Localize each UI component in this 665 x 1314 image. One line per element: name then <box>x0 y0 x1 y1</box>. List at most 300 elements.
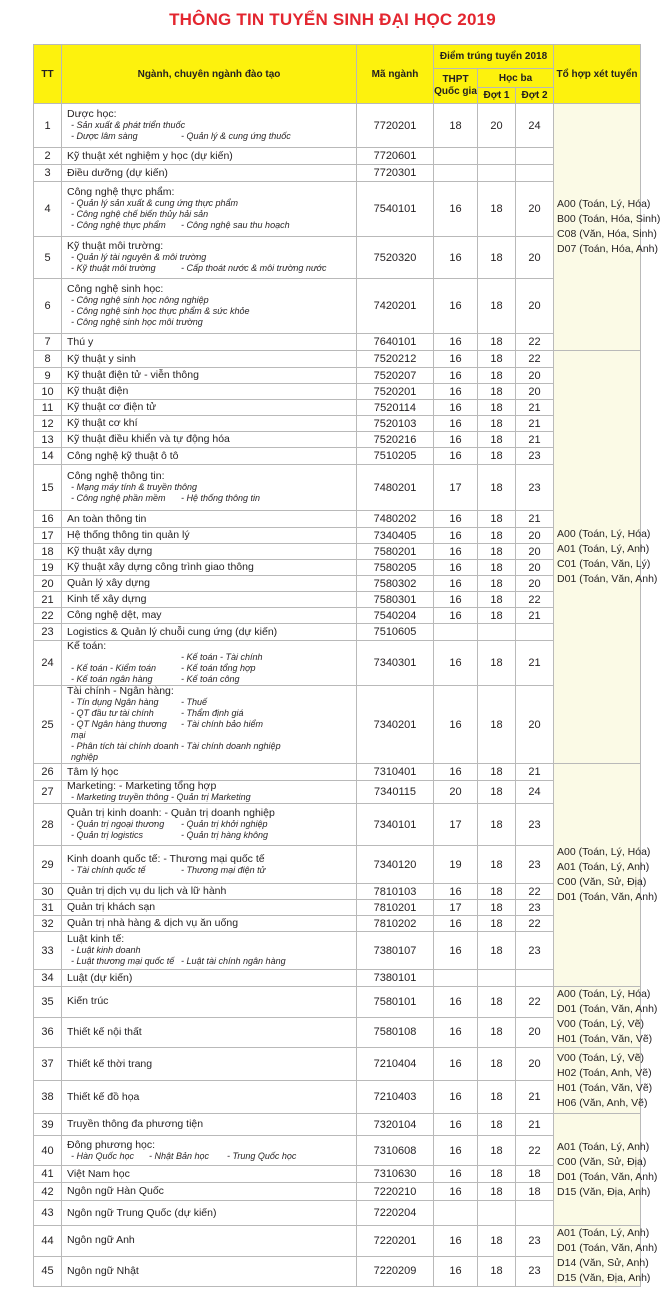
row-code: 7640101 <box>357 334 434 351</box>
row-major <box>62 237 357 279</box>
table-row <box>34 1114 641 1136</box>
row-d2: 21 <box>516 1081 554 1114</box>
row-thpt: 16 <box>434 1166 478 1183</box>
row-d1: 18 <box>478 916 516 932</box>
major-name: Kiến trúc <box>67 995 109 1008</box>
row-d2: 20 <box>516 279 554 334</box>
major-name: Marketing: - Marketing tổng hợp <box>67 780 217 792</box>
specialization: - Công nghệ sinh học thực phẩm & sức khỏe <box>71 306 250 316</box>
table-row <box>34 448 641 465</box>
row-d2: 20 <box>516 1048 554 1081</box>
row-code: 7340115 <box>357 781 434 804</box>
combo-line: D01 (Toán, Văn, Anh) <box>557 891 658 903</box>
combo-cell <box>554 1048 653 1114</box>
row-code: 7520207 <box>357 368 434 384</box>
row-tt: 23 <box>34 624 62 641</box>
row-d2: 21 <box>516 400 554 416</box>
row-major <box>62 448 357 465</box>
row-d2: 22 <box>516 334 554 351</box>
table-row <box>34 237 641 279</box>
row-d1: 18 <box>478 560 516 576</box>
combo-line: A00 (Toán, Lý, Hóa) <box>557 528 651 540</box>
row-d2: 23 <box>516 465 554 511</box>
row-tt: 44 <box>34 1226 62 1257</box>
specialization: - Luật tài chính ngân hàng <box>181 956 286 966</box>
row-tt: 21 <box>34 592 62 608</box>
major-name: Công nghệ thông tin: <box>67 470 165 482</box>
row-thpt: 16 <box>434 1048 478 1081</box>
row-tt: 1 <box>34 104 62 148</box>
specialization: - Phân tích tài chính doanh nghiệp <box>71 741 179 762</box>
major-name: Quản trị kinh doanh: - Quản trị doanh nghiệp <box>67 807 275 819</box>
row-thpt: 17 <box>434 804 478 846</box>
header-code: Mã ngành <box>357 45 434 104</box>
row-tt: 33 <box>34 932 62 970</box>
table-row <box>34 511 641 528</box>
row-d2: 24 <box>516 781 554 804</box>
major-name: Kỹ thuật điều khiển và tự động hóa <box>67 433 230 445</box>
row-d1: 18 <box>478 182 516 237</box>
row-code: 7210404 <box>357 1048 434 1081</box>
row-d2: 23 <box>516 804 554 846</box>
row-d1: 18 <box>478 987 516 1018</box>
major-name: Quản lý xây dựng <box>67 577 150 589</box>
row-thpt: 16 <box>434 368 478 384</box>
row-code: 7720201 <box>357 104 434 148</box>
table-row <box>34 104 641 148</box>
table-row <box>34 182 641 237</box>
major-name: Kỹ thuật xét nghiệm y học (dự kiến) <box>67 149 233 162</box>
row-thpt: 16 <box>434 1136 478 1166</box>
row-d1: 18 <box>478 351 516 368</box>
row-d1: 18 <box>478 1114 516 1136</box>
row-thpt: 16 <box>434 279 478 334</box>
row-d2: 23 <box>516 1226 554 1257</box>
major-name: Tâm lý học <box>67 765 119 778</box>
row-thpt: 19 <box>434 846 478 884</box>
specialization: - Kế toán - Tài chính <box>181 652 263 662</box>
combo-line: V00 (Toán, Lý, Vẽ) <box>557 1051 644 1064</box>
row-tt: 29 <box>34 846 62 884</box>
row-major <box>62 1256 357 1287</box>
major-name: Công nghệ dệt, may <box>67 609 162 621</box>
row-d2: 20 <box>516 544 554 560</box>
row-thpt: 16 <box>434 686 478 764</box>
row-d1: 18 <box>478 432 516 448</box>
header-thpt: THPT Quốc gia <box>434 69 478 104</box>
row-code: 7340201 <box>357 686 434 764</box>
specialization-line <box>67 209 353 220</box>
specialization: - Quản trị logistics <box>71 830 144 840</box>
table-row <box>34 400 641 416</box>
row-d1: 18 <box>478 804 516 846</box>
row-tt: 45 <box>34 1256 62 1287</box>
specialization-line <box>67 252 353 263</box>
row-major <box>62 544 357 560</box>
row-d2: 24 <box>516 104 554 148</box>
row-d1: 18 <box>478 544 516 560</box>
combo-line: D01 (Toán, Văn, Anh) <box>557 1242 658 1254</box>
row-code: 7210403 <box>357 1081 434 1114</box>
major-name: Kinh doanh quốc tế: - Thương mại quốc tế <box>67 852 265 865</box>
row-thpt: 16 <box>434 384 478 400</box>
row-code: 7380107 <box>357 932 434 970</box>
row-d2 <box>516 148 554 165</box>
table-row <box>34 1226 641 1257</box>
combo-line: A01 (Toán, Lý, Anh) <box>557 861 650 873</box>
row-major <box>62 592 357 608</box>
combo-line: H02 (Toán, Anh, Vẽ) <box>557 1066 652 1079</box>
specialization: - Kế toán ngân hàng <box>71 674 153 684</box>
specialization-line <box>67 120 353 131</box>
row-d2: 22 <box>516 987 554 1018</box>
major-name: Kỹ thuật điện <box>67 385 129 397</box>
table-row <box>34 686 641 764</box>
row-d2: 22 <box>516 351 554 368</box>
specialization: - Tài chính bảo hiểm <box>181 719 264 729</box>
combo-line: D01 (Toán, Văn, Anh) <box>557 1003 658 1015</box>
combo-line: A01 (Toán, Lý, Anh) <box>557 1140 650 1153</box>
table-row <box>34 987 641 1018</box>
row-code: 7480202 <box>357 511 434 528</box>
row-d2: 20 <box>516 1017 554 1048</box>
specialization-line <box>67 131 353 142</box>
major-name: Kỹ thuật xây dựng công trình giao thông <box>67 561 254 573</box>
row-major <box>62 148 357 165</box>
row-tt: 35 <box>34 987 62 1018</box>
row-thpt: 16 <box>434 237 478 279</box>
specialization: - Hệ thống thông tin <box>181 493 261 503</box>
combo-line: D15 (Văn, Địa, Anh) <box>557 1185 651 1198</box>
row-d1: 18 <box>478 686 516 764</box>
row-major <box>62 1114 357 1136</box>
specialization: - Công nghệ sinh học nông nghiệp <box>71 295 209 305</box>
specialization-line <box>67 663 353 674</box>
row-d2: 20 <box>516 528 554 544</box>
table-row <box>34 351 641 368</box>
major-name: Kỹ thuật môi trường: <box>67 240 164 252</box>
row-d2: 18 <box>516 1183 554 1201</box>
specialization: - Kế toán công <box>181 674 240 684</box>
major-name: Quản trị nhà hàng & dịch vụ ăn uống <box>67 917 239 929</box>
row-major <box>62 400 357 416</box>
row-d1: 18 <box>478 279 516 334</box>
row-major <box>62 384 357 400</box>
row-d1: 18 <box>478 608 516 624</box>
row-tt: 25 <box>34 686 62 764</box>
specialization-line <box>67 295 353 306</box>
row-thpt: 16 <box>434 576 478 592</box>
combo-line: D07 (Toán, Hóa, Anh) <box>557 243 659 255</box>
table-row <box>34 846 641 884</box>
major-name: Đông phương học: <box>67 1138 156 1151</box>
table-row <box>34 432 641 448</box>
row-major <box>62 182 357 237</box>
major-name: Công nghệ sinh học: <box>67 283 164 295</box>
table-row <box>34 576 641 592</box>
table-row <box>34 165 641 182</box>
specialization: - Công nghệ phần mềm <box>71 493 166 503</box>
specialization: - Tín dụng Ngân hàng <box>71 697 159 707</box>
row-d2 <box>516 165 554 182</box>
row-code: 7720301 <box>357 165 434 182</box>
row-code: 7220210 <box>357 1183 434 1201</box>
row-code: 7310608 <box>357 1136 434 1166</box>
row-thpt: 16 <box>434 448 478 465</box>
table-row <box>34 608 641 624</box>
row-thpt <box>434 970 478 987</box>
row-major <box>62 932 357 970</box>
row-code: 7580201 <box>357 544 434 560</box>
row-code: 7510205 <box>357 448 434 465</box>
row-tt: 34 <box>34 970 62 987</box>
specialization-line <box>67 493 353 504</box>
combo-line: C08 (Văn, Hóa, Sinh) <box>557 228 657 240</box>
row-thpt: 16 <box>434 1017 478 1048</box>
major-name: Việt Nam học <box>67 1167 130 1180</box>
row-d1: 18 <box>478 1081 516 1114</box>
specialization: - Cấp thoát nước & môi trường nước <box>181 263 327 273</box>
row-major <box>62 1017 357 1048</box>
row-tt: 14 <box>34 448 62 465</box>
row-d1: 18 <box>478 1048 516 1081</box>
table-row <box>34 1081 641 1114</box>
table-row <box>34 592 641 608</box>
row-code: 7520212 <box>357 351 434 368</box>
specialization: - Tài chính doanh nghiệp <box>181 741 281 751</box>
specialization: - Công nghệ sinh học môi trường <box>71 317 203 327</box>
row-major <box>62 1048 357 1081</box>
combo-line: D01 (Toán, Văn, Anh) <box>557 573 658 585</box>
row-d2: 22 <box>516 916 554 932</box>
row-code: 7810103 <box>357 884 434 900</box>
major-name: Thiết kế nội thất <box>67 1025 142 1038</box>
header-dot1: Đợt 1 <box>478 88 516 104</box>
specialization-line <box>67 792 353 803</box>
row-d2: 22 <box>516 1136 554 1166</box>
table-row <box>34 900 641 916</box>
header-dot2: Đợt 2 <box>516 88 554 104</box>
specialization-line <box>67 652 353 663</box>
specialization: - Quản lý tài nguyên & môi trường <box>71 252 207 262</box>
specialization-line <box>67 830 353 841</box>
row-tt: 37 <box>34 1048 62 1081</box>
admission-table <box>33 44 661 1287</box>
row-major <box>62 368 357 384</box>
row-tt: 39 <box>34 1114 62 1136</box>
specialization: - Quản trị ngoại thương <box>71 819 165 829</box>
row-d1: 18 <box>478 465 516 511</box>
table-row <box>34 1136 641 1166</box>
row-tt: 26 <box>34 764 62 781</box>
row-thpt: 16 <box>434 351 478 368</box>
row-d2: 23 <box>516 1256 554 1287</box>
specialization: - Marketing truyền thông - Quản trị Marketing <box>71 792 251 802</box>
row-d2: 21 <box>516 1114 554 1136</box>
header-score-group: Điểm trúng tuyển 2018 <box>434 45 554 69</box>
row-d2: 21 <box>516 416 554 432</box>
table-row <box>34 368 641 384</box>
row-thpt: 16 <box>434 1183 478 1201</box>
major-name: Kế toán: <box>67 640 107 652</box>
row-d1 <box>478 970 516 987</box>
row-tt: 36 <box>34 1017 62 1048</box>
row-tt: 42 <box>34 1183 62 1201</box>
combo-line: C01 (Toán, Văn, Lý) <box>557 558 651 570</box>
row-thpt: 17 <box>434 900 478 916</box>
row-code: 7340301 <box>357 641 434 686</box>
specialization: - Kế toán - Kiểm toán <box>71 663 157 673</box>
row-major <box>62 641 357 686</box>
combo-line: D15 (Văn, Địa, Anh) <box>557 1272 651 1284</box>
row-major <box>62 1226 357 1257</box>
major-name: Thiết kế đồ họa <box>67 1090 140 1103</box>
row-thpt: 16 <box>434 1114 478 1136</box>
row-d1: 18 <box>478 641 516 686</box>
table-header <box>34 45 641 104</box>
row-tt: 9 <box>34 368 62 384</box>
specialization-line <box>67 945 353 956</box>
combo-line: C00 (Văn, Sử, Địa) <box>557 876 647 888</box>
row-thpt: 16 <box>434 592 478 608</box>
row-code: 7380101 <box>357 970 434 987</box>
combo-line: D14 (Văn, Sử, Anh) <box>557 1257 649 1269</box>
row-d1: 18 <box>478 237 516 279</box>
row-thpt <box>434 165 478 182</box>
row-tt: 7 <box>34 334 62 351</box>
combo-line: A01 (Toán, Lý, Anh) <box>557 543 650 555</box>
row-thpt: 16 <box>434 511 478 528</box>
row-major <box>62 884 357 900</box>
row-d1: 18 <box>478 846 516 884</box>
row-thpt <box>434 624 478 641</box>
specialization: - Kế toán tổng hợp <box>181 663 256 673</box>
combo-line: H01 (Toán, Văn, Vẽ) <box>557 1033 653 1045</box>
row-d2: 21 <box>516 764 554 781</box>
row-tt: 40 <box>34 1136 62 1166</box>
row-thpt: 17 <box>434 465 478 511</box>
row-tt: 12 <box>34 416 62 432</box>
row-code: 7520201 <box>357 384 434 400</box>
specialization-line <box>67 719 353 741</box>
major-name: Ngôn ngữ Nhật <box>67 1264 139 1277</box>
row-code: 7340405 <box>357 528 434 544</box>
specialization-line <box>67 865 353 876</box>
row-d2: 20 <box>516 368 554 384</box>
row-d1 <box>478 148 516 165</box>
specialization-line <box>67 708 353 719</box>
major-name: Luật kinh tế: <box>67 933 125 945</box>
row-d1: 18 <box>478 900 516 916</box>
row-d1: 18 <box>478 416 516 432</box>
major-name: Công nghệ thực phẩm: <box>67 186 175 198</box>
table-row <box>34 916 641 932</box>
row-d1 <box>478 1201 516 1226</box>
table-row <box>34 932 641 970</box>
row-d1: 18 <box>478 1226 516 1257</box>
row-code: 7520103 <box>357 416 434 432</box>
table-row <box>34 804 641 846</box>
specialization: - Thương mại điện tử <box>181 864 266 875</box>
row-major <box>62 987 357 1018</box>
row-thpt: 16 <box>434 608 478 624</box>
row-thpt: 16 <box>434 932 478 970</box>
table-body <box>34 104 661 1287</box>
major-name: Ngôn ngữ Trung Quốc (dự kiến) <box>67 1206 217 1219</box>
row-d2: 20 <box>516 576 554 592</box>
specialization: - Luật thương mại quốc tế <box>71 956 175 966</box>
row-code: 7810201 <box>357 900 434 916</box>
row-tt: 11 <box>34 400 62 416</box>
row-thpt <box>434 1201 478 1226</box>
header-major: Ngành, chuyên ngành đào tạo <box>62 45 357 104</box>
row-thpt: 16 <box>434 1226 478 1257</box>
specialization-line <box>67 263 353 274</box>
major-name: Kỹ thuật điện tử - viễn thông <box>67 369 199 381</box>
row-d2: 20 <box>516 237 554 279</box>
table-row <box>34 560 641 576</box>
specialization: - Quản lý & cung ứng thuốc <box>181 131 291 141</box>
specialization-line <box>67 674 353 685</box>
row-tt: 2 <box>34 148 62 165</box>
row-major <box>62 528 357 544</box>
specialization-line <box>67 956 353 967</box>
row-d2 <box>516 624 554 641</box>
row-code: 7310630 <box>357 1166 434 1183</box>
row-code: 7340101 <box>357 804 434 846</box>
major-name: Điều dưỡng (dự kiến) <box>67 166 168 179</box>
row-tt: 18 <box>34 544 62 560</box>
table-row <box>34 884 641 900</box>
combo-line: A00 (Toán, Lý, Hóa) <box>557 198 651 210</box>
row-major <box>62 900 357 916</box>
row-code: 7520114 <box>357 400 434 416</box>
row-thpt: 16 <box>434 1081 478 1114</box>
specialization-line <box>67 198 353 209</box>
combo-line: B00 (Toán, Hóa, Sinh) <box>557 213 661 225</box>
specialization: - Hàn Quốc học <box>71 1150 135 1161</box>
row-d1: 18 <box>478 1136 516 1166</box>
row-d2: 23 <box>516 448 554 465</box>
row-tt: 10 <box>34 384 62 400</box>
row-thpt: 16 <box>434 432 478 448</box>
row-major <box>62 576 357 592</box>
row-major <box>62 624 357 641</box>
row-d1: 18 <box>478 1183 516 1201</box>
row-d1: 18 <box>478 528 516 544</box>
row-tt: 32 <box>34 916 62 932</box>
table-row <box>34 641 641 686</box>
row-code: 7220209 <box>357 1256 434 1287</box>
row-tt: 24 <box>34 641 62 686</box>
row-d1: 18 <box>478 384 516 400</box>
row-major <box>62 416 357 432</box>
row-major <box>62 351 357 368</box>
major-name: An toàn thông tin <box>67 512 147 525</box>
specialization: - Nhật Bản học <box>149 1150 210 1161</box>
specialization-line <box>67 819 353 830</box>
row-code: 7420201 <box>357 279 434 334</box>
row-major <box>62 1183 357 1201</box>
table-row <box>34 148 641 165</box>
table-row <box>34 544 641 560</box>
row-d1 <box>478 165 516 182</box>
row-thpt: 16 <box>434 544 478 560</box>
row-tt: 3 <box>34 165 62 182</box>
row-d1: 18 <box>478 448 516 465</box>
row-major <box>62 916 357 932</box>
row-major <box>62 1081 357 1114</box>
